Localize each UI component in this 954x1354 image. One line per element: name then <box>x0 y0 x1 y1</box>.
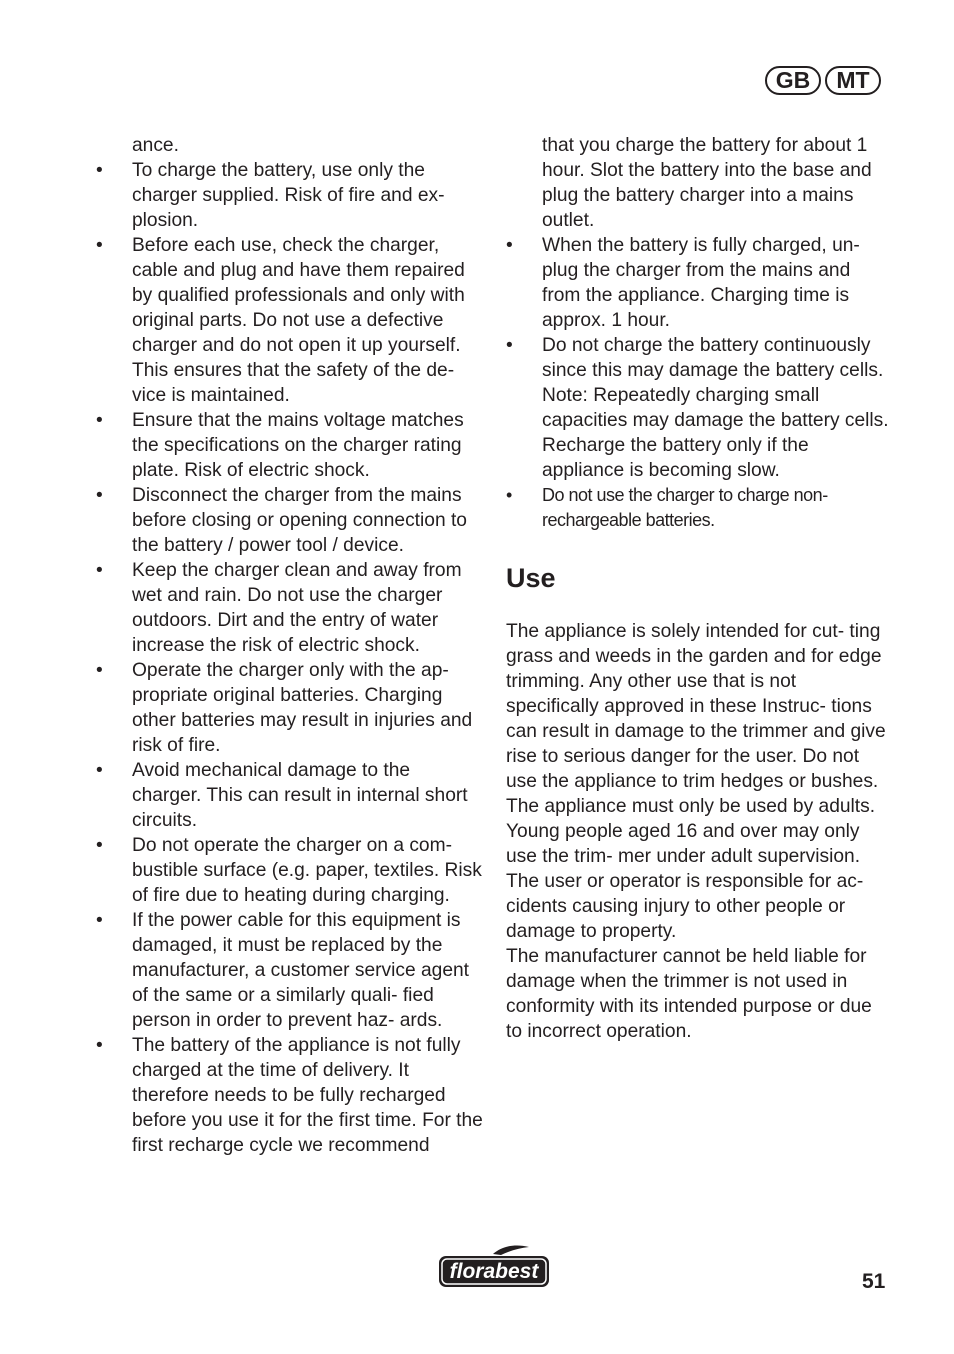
list-item: • To charge the battery, use only the charger supplied. Risk of fire and ex- plosion. <box>96 160 445 231</box>
list-item: • The battery of the appliance is not fully charged at the time of delivery. It therefore needs to be fully recharged before you use it for the first time. For the first recharge cycle we recommend <box>96 1035 483 1156</box>
bullet-icon: • <box>96 910 103 931</box>
continued-text: ance. <box>132 135 179 156</box>
bullet-icon: • <box>96 660 103 681</box>
list-item: • Do not use the charger to charge non- rechargeable batteries. <box>506 485 828 530</box>
florabest-logo-icon <box>437 1244 553 1290</box>
bullet-icon: • <box>96 485 103 506</box>
safety-bullet-list <box>96 158 484 1158</box>
bullet-icon: • <box>96 760 103 781</box>
use-paragraph: The user or operator is responsible for ac- cidents causing injury to other people or damage to property. <box>506 871 864 942</box>
svg-text:florabest: florabest <box>449 1260 539 1283</box>
page-number: 51 <box>862 1270 886 1293</box>
continued-text: that you charge the battery for about 1 hour. Slot the battery into the base and plug the battery charger into a mains outlet. <box>542 135 872 231</box>
use-paragraph: The appliance is solely intended for cut- ting grass and weeds in the garden and for edge trimming. Any other use that is not specifically approved in these Instruc- tions can result in damage to the trimmer and give rise to serious danger for the user. Do not use the appliance to trim hedges or bushes. The appliance must only be used by adults. Young people aged 16 and over may only use the trim- mer under adult supervision. <box>506 621 886 867</box>
bullet-icon: • <box>96 410 103 431</box>
list-item: • Do not charge the battery continuously since this may damage the battery cells. Note: Repeatedly charging small capacities may damage the battery cells. Recharge the battery only if the appliance is becoming slow. <box>506 335 889 481</box>
list-item: • If the power cable for this equipment is damaged, it must be replaced by the manufacturer, a customer service agent of the same or a similarly quali- fied person in order to prevent haz- ards. <box>96 910 470 1031</box>
list-item: • Disconnect the charger from the mains before closing or opening connection to the battery / power tool / device. <box>96 485 467 556</box>
bullet-icon: • <box>96 560 103 581</box>
use-paragraph: The manufacturer cannot be held liable for damage when the trimmer is not used in conformity with its intended purpose or due to incorrect operation. <box>506 946 872 1042</box>
list-item: • Ensure that the mains voltage matches the specifications on the charger rating plate. Risk of electric shock. <box>96 410 464 481</box>
bullet-icon: • <box>96 835 103 856</box>
language-badges <box>765 66 881 95</box>
left-column <box>96 133 484 1158</box>
bullet-icon: • <box>96 160 103 181</box>
right-column <box>506 133 890 1044</box>
language-badge-gb: GB <box>765 66 821 95</box>
bullet-icon: • <box>96 235 103 256</box>
bullet-icon: • <box>506 235 513 256</box>
list-item: • Do not operate the charger on a com- bustible surface (e.g. paper, textiles. Risk of fire due to heating during charging. <box>96 835 482 906</box>
bullet-icon: • <box>506 335 513 356</box>
section-heading-use: Use <box>506 563 556 593</box>
florabest-logo <box>437 1244 553 1295</box>
list-item: • Operate the charger only with the ap- propriate original batteries. Charging other batteries may result in injuries and risk of fire. <box>96 660 473 756</box>
language-badge-mt: MT <box>825 66 881 95</box>
bullet-icon: • <box>506 485 512 505</box>
bullet-icon: • <box>96 1035 103 1056</box>
charging-bullet-list <box>506 233 890 533</box>
list-item: • Before each use, check the charger, cable and plug and have them repaired by qualified professionals and only with original parts. Do not use a defective charger and do not open it up yourself. This ensures that the safety of the de- vice is maintained. <box>96 235 465 406</box>
list-item: • Avoid mechanical damage to the charger. This can result in internal short circuits. <box>96 760 468 831</box>
list-item: • Keep the charger clean and away from wet and rain. Do not use the charger outdoors. Dirt and the entry of water increase the risk of electric shock. <box>96 560 462 656</box>
list-item: • When the battery is fully charged, un- plug the charger from the mains and from the appliance. Charging time is approx. 1 hour. <box>506 235 860 331</box>
